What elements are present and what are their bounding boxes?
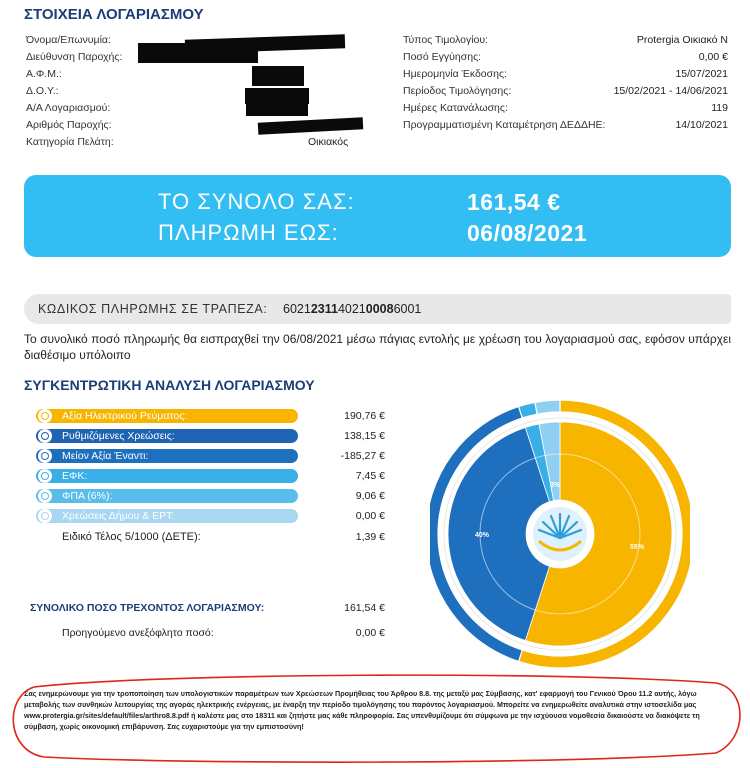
redaction-block	[246, 104, 308, 116]
account-section-title: ΣΤΟΙΧΕΙΑ ΛΟΓΑΡΙΑΣΜΟΥ	[24, 6, 204, 23]
analysis-row-label: ΕΦΚ:	[62, 470, 88, 482]
analysis-row-energy	[36, 409, 298, 423]
meter-reading-value: 14/10/2021	[675, 119, 728, 131]
analysis-row-value: 9,06 €	[355, 490, 385, 502]
circle-bullet-icon	[38, 489, 52, 503]
consumption-days-label: Ημέρες Κατανάλωσης:	[403, 102, 508, 114]
analysis-section-title: ΣΥΓΚΕΝΤΡΩΤΙΚΗ ΑΝΑΛΥΣΗ ΛΟΓΑΡΙΑΣΜΟΥ	[24, 377, 315, 393]
circle-bullet-icon	[38, 409, 52, 423]
pie-slice-label: 40%	[474, 532, 490, 539]
total-banner	[24, 175, 731, 257]
pie-slice-label: 55%	[630, 544, 645, 552]
redaction-block	[252, 66, 304, 86]
special-fee-value: 1,39 €	[355, 531, 385, 543]
account-number-label: Α/Α Λογαριασμού:	[26, 102, 111, 114]
due-date-value: 06/08/2021	[467, 220, 588, 246]
payment-code-bar	[24, 294, 731, 324]
redaction-block	[185, 34, 345, 54]
red-hand-drawn-circle	[4, 669, 748, 765]
analysis-row-label: Μείον Αξία Έναντι:	[62, 450, 149, 462]
customer-category-value: Οικιακός	[308, 136, 349, 148]
pricing-change-notice: Σας ενημερώνουμε για την τροποποίηση των υπολογιστικών παραμέτρων των Χρεώσεων Προμήθειας του Άρθρου 8.8. της μεταξύ μας Σύμβασης, κατ' εφαρμογή του Γενικού Όρου 11.2 αυτής, λόγω μεταβολής των συνθηκών λειτουργίας της αγοράς ηλεκτρικής ενέργειας, με έναρξη την περίοδο τιμολόγησης του παρόντος λογαριασμού. Μπορείτε να ενημερωθείτε αναλυτικά στην ιστοσελίδα μας www.protergia.gr/sites/default/files/arthro8.8.pdf ή καλέστε μας στο 18311 και ζητήστε μας κάθε πληροφορία. Σας υπενθυμίζουμε ότι σύμφωνα με την ισχύουσα νομοθεσία δικαιούστε να διακόψετε τη σύμβαση, χωρίς οικονομική επιβάρυνση. Σας ευχαριστούμε για την εμπιστοσύνη!	[24, 689, 700, 731]
previous-unpaid-label: Προηγούμενο ανεξόφλητο ποσό:	[62, 627, 214, 639]
customer-category-label: Κατηγορία Πελάτη:	[26, 136, 114, 148]
billing-period-value: 15/02/2021 - 14/06/2021	[613, 85, 728, 97]
current-total-label: ΣΥΝΟΛΙΚΟ ΠΟΣΟ ΤΡΕΧΟΝΤΟΣ ΛΟΓΑΡΙΑΣΜΟΥ:	[30, 602, 265, 614]
payment-code-label: ΚΩΔΙΚΟΣ ΠΛΗΡΩΜΗΣ ΣΕ ΤΡΑΠΕΖΑ:	[38, 302, 268, 316]
pie-slice-label: 3%	[550, 482, 561, 490]
special-fee-label: Ειδικό Τέλος 5/1000 (ΔΕΤΕ):	[62, 531, 201, 543]
afm-label: Α.Φ.Μ.:	[26, 68, 62, 80]
previous-unpaid-value: 0,00 €	[355, 627, 385, 639]
guarantee-label: Ποσό Εγγύησης:	[403, 51, 482, 63]
analysis-row-label: ΦΠΑ (6%):	[62, 490, 113, 502]
analysis-row-regulated	[36, 429, 298, 443]
current-total-value: 161,54 €	[344, 602, 385, 614]
supply-number-label: Αριθμός Παροχής:	[26, 119, 112, 131]
consumption-days-value: 119	[711, 102, 728, 114]
analysis-row-label: Χρεώσεις Δήμου & ΕΡΤ:	[62, 510, 175, 522]
analysis-row-efk	[36, 469, 298, 483]
circle-bullet-icon	[38, 509, 52, 523]
redaction-block	[258, 117, 363, 134]
circle-bullet-icon	[38, 429, 52, 443]
analysis-row-value: 0,00 €	[355, 510, 385, 522]
total-value: 161,54 €	[467, 189, 561, 215]
issue-date-value: 15/07/2021	[675, 68, 728, 80]
cost-breakdown-chart	[430, 396, 690, 672]
tariff-type-value: Protergia Οικιακό Ν	[636, 34, 728, 46]
direct-debit-note: Το συνολικό ποσό πληρωμής θα εισπραχθεί την 06/08/2021 μέσω πάγιας εντολής με χρέωση του λογαριασμού σας, εφόσον υπάρχει διαθέσιμο υπόλοιπο	[24, 332, 731, 362]
payment-code-value: 60212311402100086001	[283, 302, 422, 316]
sun-logo-icon	[533, 507, 587, 561]
analysis-row-municipal	[36, 509, 298, 523]
billing-period-label: Περίοδος Τιμολόγησης:	[403, 85, 512, 97]
redaction-block	[245, 88, 309, 104]
analysis-row-vat	[36, 489, 298, 503]
circle-bullet-icon	[38, 449, 52, 463]
issue-date-label: Ημερομηνία Έκδοσης:	[403, 68, 507, 80]
total-label: ΤΟ ΣΥΝΟΛΟ ΣΑΣ:	[158, 189, 355, 214]
analysis-row-value: -185,27 €	[340, 450, 385, 462]
analysis-row-value: 190,76 €	[344, 410, 385, 422]
analysis-row-minus-advance	[36, 449, 298, 463]
analysis-row-value: 138,15 €	[344, 430, 385, 442]
analysis-row-label: Αξία Ηλεκτρικού Ρεύματος:	[62, 410, 188, 422]
due-date-label: ΠΛΗΡΩΜΗ ΕΩΣ:	[158, 220, 339, 245]
outer-ring-segment	[519, 402, 538, 418]
guarantee-value: 0,00 €	[698, 51, 728, 63]
doy-label: Δ.Ο.Υ.:	[26, 85, 59, 97]
circle-bullet-icon	[38, 469, 52, 483]
tariff-type-label: Τύπος Τιμολογίου:	[403, 34, 489, 46]
outer-ring-segment	[535, 400, 560, 414]
meter-reading-label: Προγραμματισμένη Καταμέτρηση ΔΕΔΔΗΕ:	[403, 119, 606, 131]
address-label: Διεύθυνση Παροχής:	[26, 51, 123, 63]
analysis-row-label: Ρυθμιζόμενες Χρεώσεις:	[62, 430, 175, 442]
analysis-row-value: 7,45 €	[355, 470, 385, 482]
name-label: Όνομα/Επωνυμία:	[26, 34, 111, 46]
